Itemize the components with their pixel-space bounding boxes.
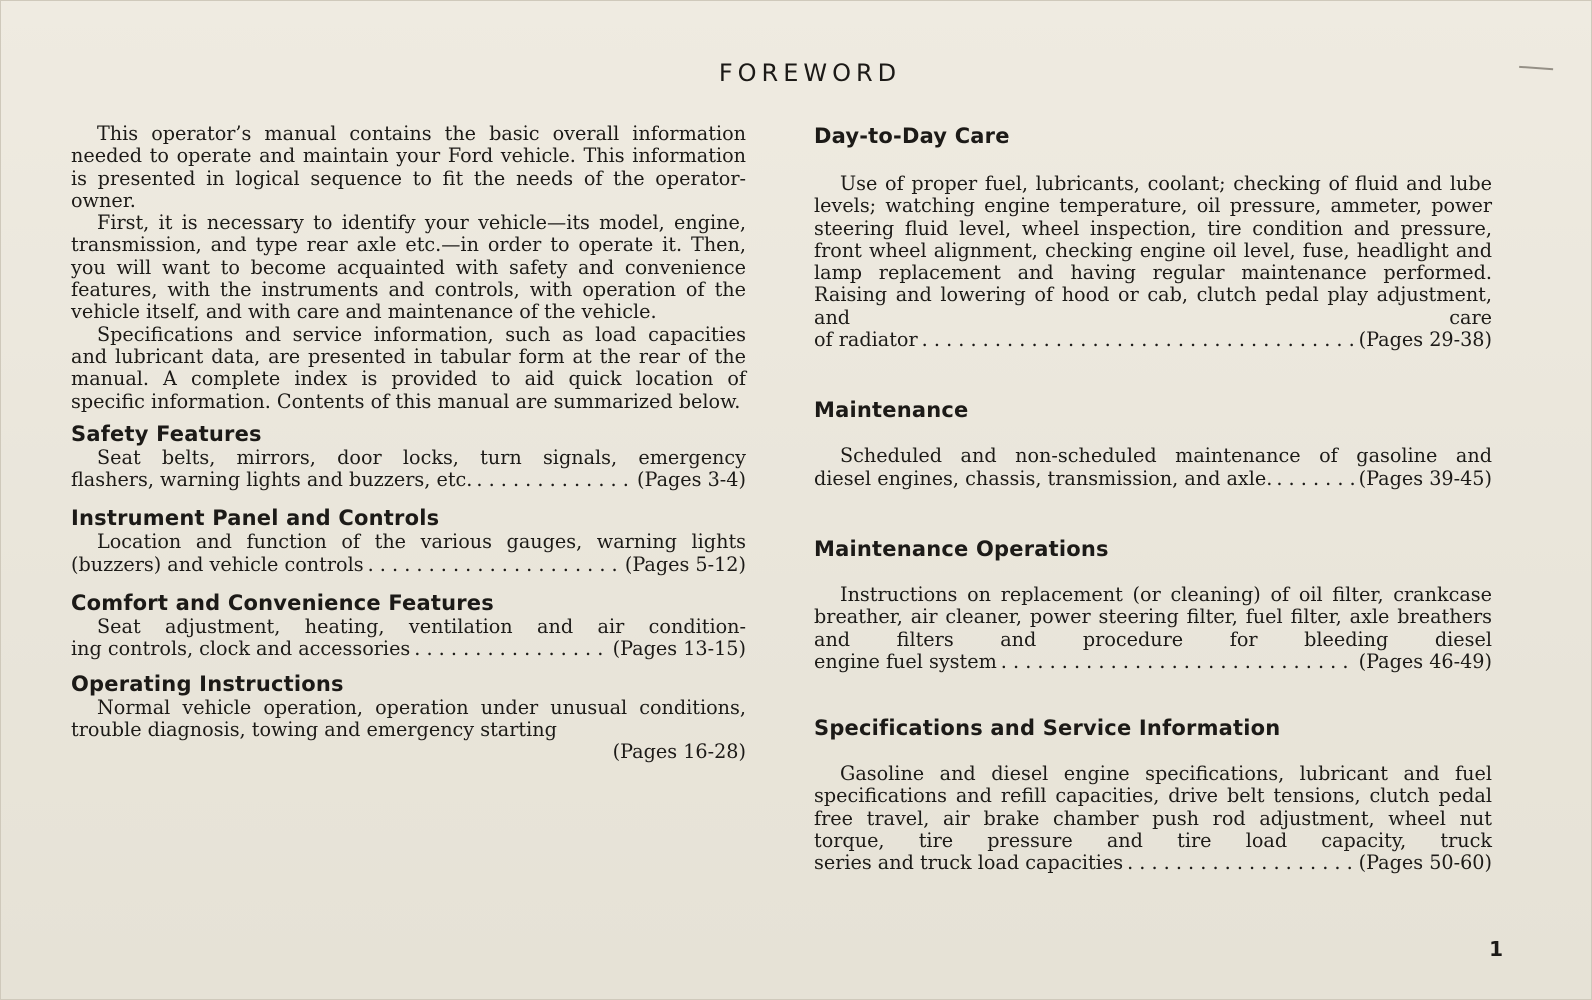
section-heading: Specifications and Service Information xyxy=(814,716,1281,741)
section-specifications xyxy=(814,715,1492,874)
dot-leader xyxy=(1127,852,1355,874)
section-maintenance xyxy=(814,397,1492,490)
section-heading: Instrument Panel and Controls xyxy=(71,506,440,531)
intro-paragraph-1: This operator’s manual contains the basic overall information needed to operate and maintain your Ford vehicle. This information is presented in logical sequence to fit the needs of the operator-owner. xyxy=(71,122,746,212)
dot-leader xyxy=(922,329,1355,351)
section-text-end: engine fuel system xyxy=(814,649,997,673)
dot-leader xyxy=(414,638,608,660)
section-text-end: flashers, warning lights and buzzers, etc. xyxy=(71,468,473,492)
section-text: Seat adjustment, heating, ventilation and air condition- xyxy=(97,615,746,639)
section-text-end: (buzzers) and vehicle controls xyxy=(71,552,364,576)
section-text: Normal vehicle operation, operation under unusual conditions, trouble diagnosis, towing and emergency starting xyxy=(71,695,746,741)
section-heading: Maintenance xyxy=(814,398,969,423)
page-reference: (Pages 46-49) xyxy=(1358,649,1492,673)
section-heading: Maintenance Operations xyxy=(814,536,1109,561)
section-text: Seat belts, mirrors, door locks, turn signals, emergency xyxy=(97,445,746,469)
section-text-end: diesel engines, chassis, transmission, and axle. xyxy=(814,466,1273,490)
dot-leader xyxy=(1276,468,1354,490)
section-operating-instructions xyxy=(71,671,746,764)
page-reference: (Pages 29-38) xyxy=(1358,328,1492,352)
section-comfort-convenience xyxy=(71,590,746,661)
page-reference: (Pages 16-28) xyxy=(612,740,746,764)
section-text-end: series and truck load capacities xyxy=(814,851,1124,875)
section-day-to-day-care xyxy=(814,123,1492,351)
left-column xyxy=(71,123,746,764)
section-text-end: ing controls, clock and accessories xyxy=(71,637,411,661)
section-text: Instructions on replacement (or cleaning) of oil filter, crankcase breather, air cleaner, power steering filter, fuel filter, axle breathers and filters and procedure for bleeding diesel xyxy=(814,582,1492,651)
section-text-end: of radiator xyxy=(814,328,918,352)
page-reference: (Pages 39-45) xyxy=(1358,466,1492,490)
right-column xyxy=(814,123,1492,875)
section-heading: Safety Features xyxy=(71,421,262,446)
page-title: FOREWORD xyxy=(718,59,902,87)
page-reference: (Pages 50-60) xyxy=(1358,851,1492,875)
dot-leader xyxy=(1001,651,1355,673)
intro-paragraph-2: First, it is necessary to identify your vehicle—its model, engine, transmission, and type rear axle etc.—in order to operate it. Then, you will want to become acquainted with safety and convenience features, with the instruments and controls, with operation of the vehicle itself, and with care and maintenance of the vehicle. xyxy=(71,211,746,324)
section-heading: Day-to-Day Care xyxy=(814,124,1010,148)
dot-leader xyxy=(476,469,633,491)
intro-paragraph-3: Specifications and service information, such as load capacities and lubricant data, are presented in tabular form at the rear of the manual. A complete index is provided to aid quick location of specific information. Contents of this manual are summarized below. xyxy=(71,322,746,413)
page-number: 1 xyxy=(1489,937,1503,961)
page-reference: (Pages 3-4) xyxy=(637,468,746,492)
section-text: Scheduled and non-scheduled maintenance of gasoline and xyxy=(840,444,1492,468)
section-safety-features xyxy=(71,421,746,492)
section-heading: Comfort and Convenience Features xyxy=(71,591,494,616)
dot-leader xyxy=(368,554,621,576)
section-text: Location and function of the various gauges, warning lights xyxy=(97,530,746,554)
section-text: Use of proper fuel, lubricants, coolant; checking of fluid and lube levels; watching engine temperature, oil pressure, ammeter, power steering fluid level, wheel inspection, tire condition and pressure, front wheel alignment, checking engine oil level, fuse, headlight and lamp replacement and having regular maintenance performed. Raising and lowering of hood or cab, clutch pedal play adjustment, and care xyxy=(814,172,1492,329)
section-maintenance-operations xyxy=(814,536,1492,673)
section-text: Gasoline and diesel engine specifications, lubricant and fuel specifications and refill capacities, drive belt tensions, clutch pedal free travel, air brake chamber push rod adjustment, wheel nut torque, tire pressure and tire load capacity, truck xyxy=(814,762,1492,853)
section-instrument-panel xyxy=(71,505,746,576)
page-reference: (Pages 13-15) xyxy=(612,637,746,661)
page-reference: (Pages 5-12) xyxy=(624,552,746,576)
section-heading: Operating Instructions xyxy=(71,671,344,696)
